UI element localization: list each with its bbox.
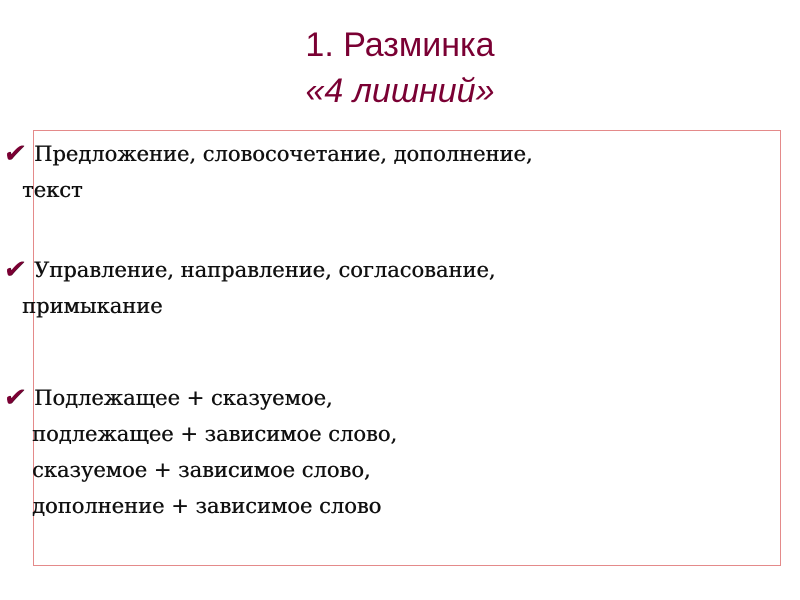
item-3-line-3: сказуемое + зависимое слово, [32,458,371,482]
list-item-3 [1,380,398,524]
item-1-line-1: Предложение, словосочетание, дополнение, [34,142,533,166]
checkmark-icon: ✔ [1,255,28,285]
item-3-line-1: Подлежащее + сказуемое, [34,386,333,410]
title-line-1: 1. Разминка [305,26,495,64]
item-1-line-2: текст [22,178,83,202]
item-2-line-2: примыкание [22,294,163,318]
item-3-line-2: подлежащее + зависимое слово, [32,422,398,446]
item-3-line-4: дополнение + зависимое слово [32,494,382,518]
title-line-2: «4 лишний» [305,72,495,110]
list-item-2 [1,252,496,324]
checkmark-icon: ✔ [1,383,28,413]
checkmark-icon: ✔ [1,139,28,169]
slide-title [0,22,800,114]
item-2-line-1: Управление, направление, согласование, [34,258,496,282]
list-item-1 [1,136,533,208]
